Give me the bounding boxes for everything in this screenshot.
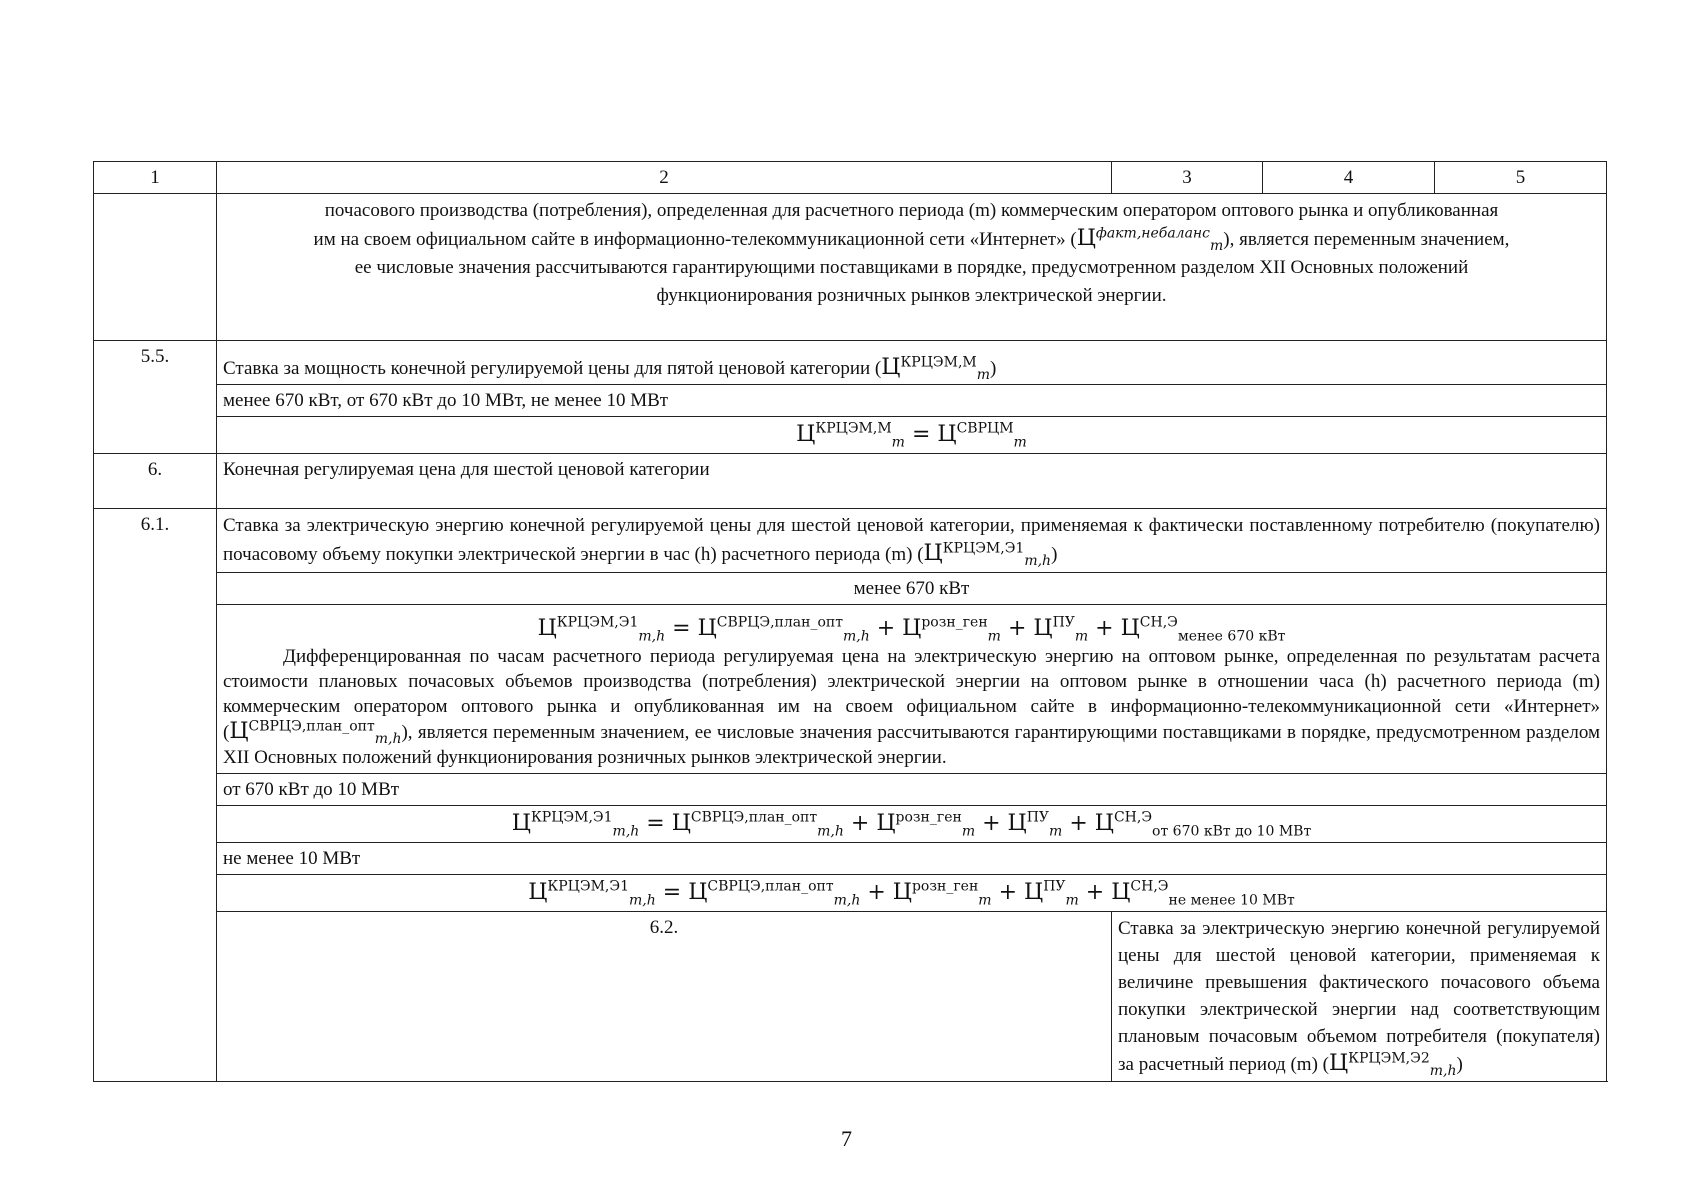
row-6-1-sub2 <box>94 774 1607 806</box>
superscript: ПУ <box>1026 809 1050 826</box>
superscript: КРЦЭМ,Э1 <box>530 809 613 826</box>
subscript: m <box>1065 892 1079 909</box>
plus-sign: + <box>1085 880 1105 905</box>
superscript: СВРЦЭ,план_опт <box>690 809 818 826</box>
header-col-5: 5 <box>1435 162 1607 194</box>
page-number: 7 <box>841 1126 852 1151</box>
subscript: m,h <box>612 823 640 840</box>
plus-sign: + <box>1007 616 1027 641</box>
row-6-title: Конечная регулируемая цена для шестой ценовой категории <box>217 454 1607 509</box>
subscript: m,h <box>833 892 861 909</box>
subscript: m <box>1210 237 1224 254</box>
closing-paren: ) <box>990 358 997 379</box>
row-6-1-sub3-label: не менее 10 МВт <box>217 843 1607 875</box>
row-6-2-title-text: Ставка за электрическую энергию конечной регулируемой цены для шестой ценовой категории, применяемая к величине превышения фактического почасового объема покупки электрической энергии над соответствующим плановым почасовым объемом потребителя (покупателя) за расчетный период (m) ( <box>1118 918 1600 1075</box>
superscript: КРЦЭМ,Э1 <box>547 878 630 895</box>
row-6 <box>94 454 1607 509</box>
subscript: не менее 10 МВт <box>1168 892 1295 909</box>
row-6-1-description <box>223 644 1600 770</box>
subscript: m,h <box>629 892 656 909</box>
row-6-2 <box>94 912 1607 1082</box>
plus-sign: + <box>1069 811 1088 836</box>
plus-sign: + <box>998 880 1017 905</box>
price-symbol: Ц <box>902 616 922 641</box>
superscript: СН,Э <box>1139 614 1178 631</box>
row-6-1-title <box>94 509 1607 573</box>
row-6-1-formula1-cell <box>217 605 1607 774</box>
subscript: m <box>961 823 976 840</box>
price-symbol: Ц <box>688 880 708 905</box>
subscript: m,h <box>1024 552 1052 569</box>
tariff-table <box>93 161 1607 1082</box>
superscript: КРЦЭМ,Э2 <box>1348 1050 1430 1067</box>
continuation-line-4: функционирования розничных рынков электрической энергии. <box>656 285 1167 306</box>
subscript: m <box>1049 823 1063 840</box>
price-symbol: Ц <box>923 541 943 566</box>
price-symbol: Ц <box>1033 616 1053 641</box>
row-6-1-formula2 <box>94 806 1607 843</box>
superscript: СВРЦМ <box>956 420 1014 437</box>
price-symbol: Ц <box>937 422 957 447</box>
price-symbol: Ц <box>511 811 531 836</box>
description-tail: ), является переменным значением, ее числовые значения рассчитываются гарантирующими поставщиками в порядке, предусмотренном разделом XII Основных положений функционирования розничных рынков электрической энергии. <box>223 722 1600 768</box>
continuation-line-1: почасового производства (потребления), определенная для расчетного периода (m) коммерческим оператором оптового рынка и опубликованная <box>324 200 1499 221</box>
price-symbol: Ц <box>671 811 691 836</box>
price-symbol: Ц <box>876 811 896 836</box>
superscript: розн_ген <box>921 614 988 631</box>
header-col-3: 3 <box>1112 162 1263 194</box>
row-6-1-formula1-desc <box>94 605 1607 774</box>
row-6-1-title-text: Ставка за электрическую энергию конечной регулируемой цены для шестой ценовой категории, применяемая к фактически поставленному потребителю (покупателю) почасовому объему покупки электрической энергии в час (h) расчетного периода (m) ( <box>223 515 1600 565</box>
row-6-1-sub1 <box>94 573 1607 605</box>
row-6-num: 6. <box>94 454 217 509</box>
subscript: менее 670 кВт <box>1177 628 1286 645</box>
row-6-1-title-cell <box>217 509 1607 573</box>
continuation-text <box>217 194 1607 341</box>
superscript: СН,Э <box>1130 878 1169 895</box>
superscript: СН,Э <box>1113 809 1153 826</box>
row-5-5-title <box>94 341 1607 385</box>
continuation-line-2-text: им на своем официальном сайте в информационно-телекоммуникационной сети «Интернет» ( <box>313 229 1077 250</box>
subscript: m,h <box>638 628 666 645</box>
equals-sign: = <box>662 880 682 905</box>
row-6-2-num: 6.2. <box>217 912 1112 1082</box>
price-symbol: Ц <box>229 719 249 744</box>
continuation-line-2 <box>223 225 1600 254</box>
equals-sign: = <box>911 422 931 447</box>
row-6-1-num: 6.1. <box>94 509 217 1082</box>
row-5-5-formula <box>94 417 1607 454</box>
price-symbol: Ц <box>892 880 912 905</box>
superscript: розн_ген <box>911 878 979 895</box>
superscript: ПУ <box>1052 614 1075 631</box>
subscript: m <box>891 434 905 451</box>
continuation-line-2-tail: ), является переменным значением, <box>1223 229 1510 250</box>
plus-sign: + <box>876 616 896 641</box>
header-col-2: 2 <box>217 162 1112 194</box>
header-col-4: 4 <box>1263 162 1435 194</box>
price-symbol: Ц <box>1007 811 1027 836</box>
superscript: КРЦЭМ,Э1 <box>556 614 639 631</box>
price-symbol: Ц <box>1024 880 1044 905</box>
equals-sign: = <box>646 811 665 836</box>
row-5-5-title-text: Ставка за мощность конечной регулируемой цены для пятой ценовой категории ( <box>223 358 882 379</box>
header-row <box>94 162 1607 194</box>
price-symbol: Ц <box>796 422 816 447</box>
price-symbol: Ц <box>697 616 717 641</box>
row-5-5-title-cell <box>217 341 1607 385</box>
price-symbol: Ц <box>1076 226 1096 251</box>
continuation-line-3: ее числовые значения рассчитываются гарантирующими поставщиками в порядке, предусмотренном разделом XII Основных положений <box>354 257 1469 278</box>
subscript: m,h <box>842 628 870 645</box>
superscript: КРЦЭМ,М <box>900 354 977 371</box>
price-symbol: Ц <box>537 616 557 641</box>
row-5-5-range <box>94 385 1607 417</box>
superscript: КРЦЭМ,М <box>815 420 892 437</box>
subscript: m,h <box>817 823 844 840</box>
price-symbol: Ц <box>1111 880 1131 905</box>
plus-sign: + <box>867 880 886 905</box>
row-6-1-sub1-label: менее 670 кВт <box>217 573 1607 605</box>
header-col-1: 1 <box>94 162 217 194</box>
price-symbol: Ц <box>1120 616 1140 641</box>
closing-paren: ) <box>1051 544 1058 565</box>
subscript: m,h <box>1429 1062 1457 1079</box>
subscript: m <box>976 366 991 383</box>
row-5-5-range-cell: менее 670 кВт, от 670 кВт до 10 МВт, не менее 10 МВт <box>217 385 1607 417</box>
row-6-2-title-cell <box>1112 912 1607 1082</box>
closing-paren: ) <box>1456 1054 1463 1075</box>
row-6-1-formula3 <box>94 875 1607 912</box>
superscript: КРЦЭМ,Э1 <box>942 540 1025 557</box>
subscript: m,h <box>374 730 402 747</box>
continuation-row <box>94 194 1607 341</box>
plus-sign: + <box>982 811 1001 836</box>
subscript: m <box>978 892 992 909</box>
price-symbol: Ц <box>1094 811 1114 836</box>
superscript: СВРЦЭ,план_опт <box>707 878 834 895</box>
plus-sign: + <box>850 811 870 836</box>
plus-sign: + <box>1095 616 1114 641</box>
price-symbol: Ц <box>528 880 548 905</box>
superscript: розн_ген <box>895 809 962 826</box>
price-symbol: Ц <box>881 355 901 380</box>
row-6-1-sub3 <box>94 843 1607 875</box>
subscript: m <box>1074 628 1089 645</box>
row-5-5-num: 5.5. <box>94 341 217 454</box>
price-symbol: Ц <box>1328 1051 1349 1076</box>
subscript: m <box>1013 434 1027 451</box>
row-6-1-sub2-label: от 670 кВт до 10 МВт <box>217 774 1607 806</box>
continuation-num-cell <box>94 194 217 341</box>
description-text: Дифференцированная по часам расчетного периода регулируемая цена на электрическую энергию на оптовом рынке, определенная по результатам расчета стоимости плановых почасовых объемов производства (потребления) электрической энергии на оптовом рынке в отношении часа (h) расчетного периода (m) коммерческим оператором оптового рынка и опубликованная им на своем официальном сайте в информационно-телекоммуникационной сети «Интернет» ( <box>223 646 1600 743</box>
formula-5-5 <box>217 417 1607 454</box>
equals-sign: = <box>672 616 691 641</box>
formula-6-1-b <box>217 806 1607 843</box>
superscript: СВРЦЭ,план_опт <box>716 614 843 631</box>
subscript: m <box>987 628 1001 645</box>
superscript: ПУ <box>1043 878 1066 895</box>
subscript: от 670 кВт до 10 МВт <box>1152 823 1312 840</box>
superscript: факт,небаланс <box>1095 225 1210 242</box>
formula-6-1-a <box>223 608 1600 644</box>
superscript: СВРЦЭ,план_опт <box>248 718 375 735</box>
formula-6-1-c <box>217 875 1607 912</box>
